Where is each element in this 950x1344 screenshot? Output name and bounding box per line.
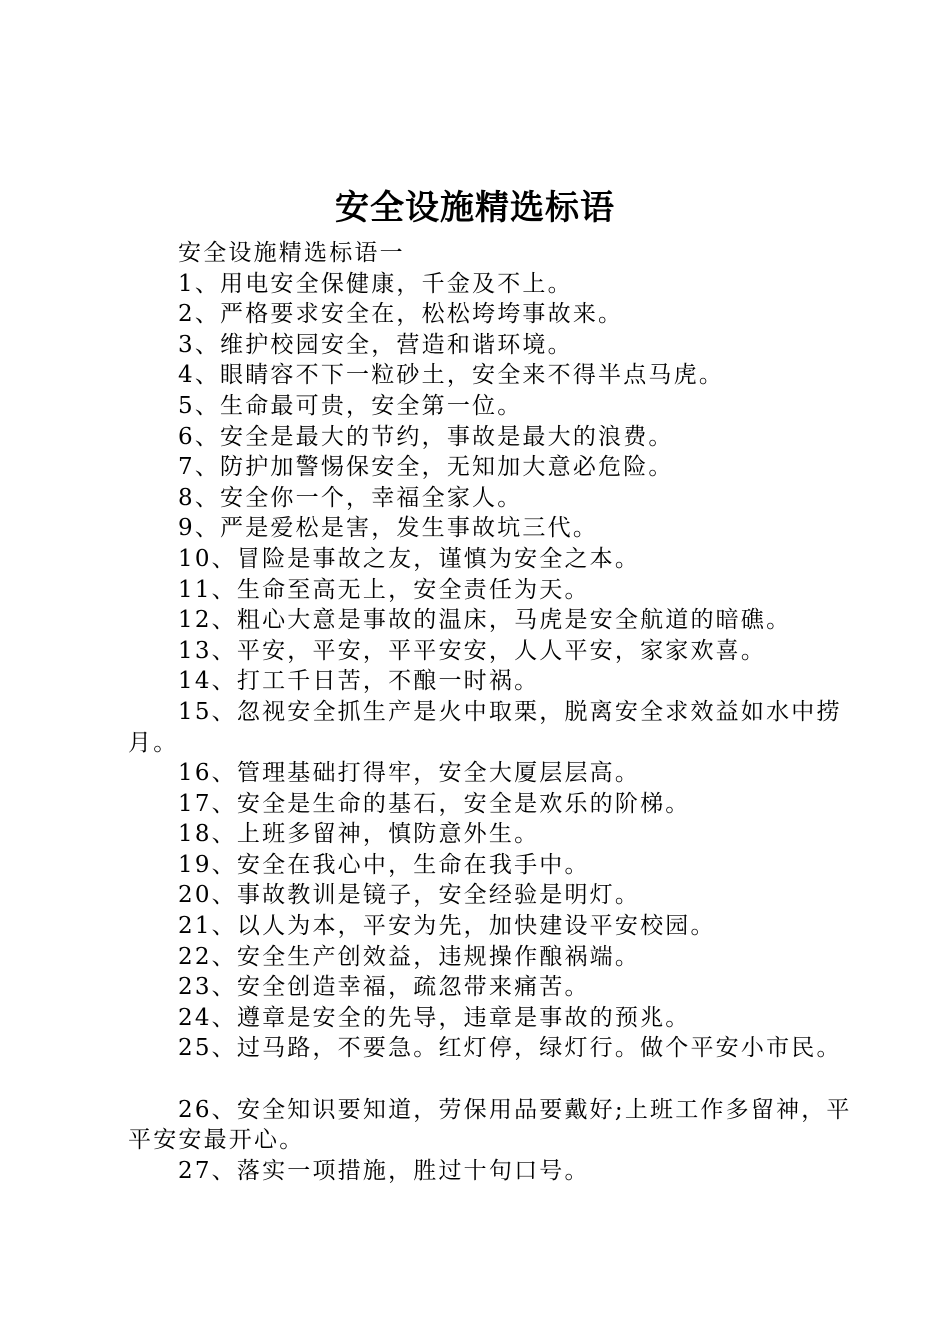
slogan-item-6: 6、安全是最大的节约，事故是最大的浪费。 [178, 423, 674, 450]
slogan-item-10: 10、冒险是事故之友，谨慎为安全之本。 [178, 545, 641, 572]
slogan-item-25: 25、过马路，不要急。红灯停，绿灯行。做个平安小市民。 [178, 1035, 842, 1062]
slogan-item-22: 22、安全生产创效益，违规操作酿祸端。 [178, 943, 641, 970]
slogan-item-9: 9、严是爱松是害，发生事故坑三代。 [178, 515, 599, 542]
slogan-item-15: 15、忽视安全抓生产是火中取栗，脱离安全求效益如水中捞月。 [128, 698, 842, 756]
slogan-item-1: 1、用电安全保健康，千金及不上。 [178, 270, 573, 297]
slogan-item-19: 19、安全在我心中，生命在我手中。 [178, 851, 590, 878]
section-subtitle: 安全设施精选标语一 [178, 240, 405, 266]
slogan-item-14: 14、打工千日苦，不酿一时祸。 [178, 668, 540, 695]
document-title: 安全设施精选标语 [335, 188, 615, 228]
slogan-item-26: 26、安全知识要知道，劳保用品要戴好;上班工作多留神，平平安安最开心。 [128, 1096, 852, 1154]
slogan-item-12: 12、粗心大意是事故的温床，马虎是安全航道的暗礁。 [178, 607, 792, 634]
slogan-item-4: 4、眼睛容不下一粒砂土，安全来不得半点马虎。 [178, 362, 725, 389]
slogan-item-7: 7、防护加警惕保安全，无知加大意必危险。 [178, 454, 674, 481]
document-body [128, 238, 858, 1186]
slogan-item-20: 20、事故教训是镜子，安全经验是明灯。 [178, 882, 641, 909]
slogan-item-27: 27、落实一项措施，胜过十句口号。 [178, 1157, 590, 1184]
slogan-item-21: 21、以人为本，平安为先，加快建设平安校园。 [178, 913, 716, 940]
slogan-item-18: 18、上班多留神，慎防意外生。 [178, 821, 540, 848]
slogan-item-16: 16、管理基础打得牢，安全大厦层层高。 [178, 760, 641, 787]
slogan-item-2: 2、严格要求安全在，松松垮垮事故来。 [178, 301, 624, 328]
slogan-item-17: 17、安全是生命的基石，安全是欢乐的阶梯。 [178, 790, 691, 817]
slogan-item-23: 23、安全创造幸福，疏忽带来痛苦。 [178, 974, 590, 1001]
slogan-item-11: 11、生命至高无上，安全责任为天。 [178, 576, 590, 603]
slogan-item-5: 5、生命最可贵，安全第一位。 [178, 392, 523, 419]
slogan-item-8: 8、安全你一个，幸福全家人。 [178, 484, 523, 511]
slogan-item-3: 3、维护校园安全，营造和谐环境。 [178, 331, 573, 358]
slogan-item-13: 13、平安，平安，平平安安，人人平安，家家欢喜。 [178, 637, 767, 664]
slogan-item-24: 24、遵章是安全的先导，违章是事故的预兆。 [178, 1004, 691, 1031]
